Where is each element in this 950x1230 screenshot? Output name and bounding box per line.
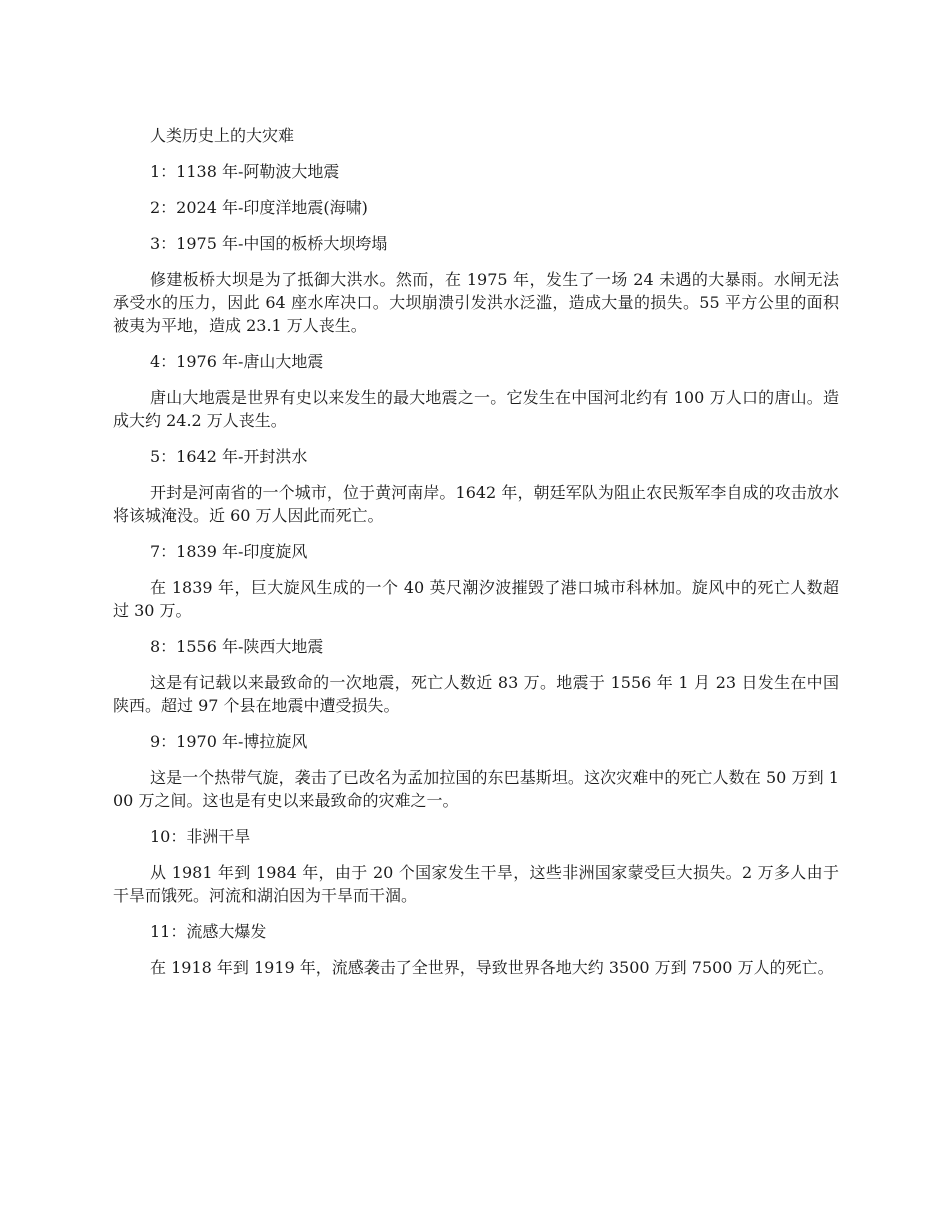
section-heading: 11：流感大爆发 xyxy=(150,922,267,941)
section-heading: 8：1556 年-陕西大地震 xyxy=(150,637,324,656)
section-heading: 7：1839 年-印度旋风 xyxy=(150,542,308,561)
document-title: 人类历史上的大灾难 xyxy=(150,126,295,145)
paragraph: 从 1981 年到 1984 年，由于 20 个国家发生干旱，这些非洲国家蒙受巨大损失。2 万多人由于干旱而饿死。河流和湖泊因为干旱而干涸。 xyxy=(113,863,839,905)
paragraph: 这是一个热带气旋，袭击了已改名为孟加拉国的东巴基斯坦。这次灾难中的死亡人数在 50 万到 100 万之间。这也是有史以来最致命的灾难之一。 xyxy=(113,768,839,810)
section-heading: 5：1642 年-开封洪水 xyxy=(150,447,308,466)
section-heading: 1：1138 年-阿勒波大地震 xyxy=(150,162,340,181)
paragraph: 唐山大地震是世界有史以来发生的最大地震之一。它发生在中国河北约有 100 万人口的唐山。造成大约 24.2 万人丧生。 xyxy=(113,388,839,430)
section-heading: 4：1976 年-唐山大地震 xyxy=(150,352,324,371)
paragraph: 开封是河南省的一个城市，位于黄河南岸。1642 年，朝廷军队为阻止农民叛军李自成的攻击放水将该城淹没。近 60 万人因此而死亡。 xyxy=(113,483,839,525)
paragraph: 这是有记载以来最致命的一次地震，死亡人数近 83 万。地震于 1556 年 1 月 23 日发生在中国陕西。超过 97 个县在地震中遭受损失。 xyxy=(113,673,839,715)
section-heading: 2：2024 年-印度洋地震(海啸) xyxy=(150,198,368,217)
document-page xyxy=(113,124,839,992)
section-heading: 10：非洲干旱 xyxy=(150,827,251,846)
section-heading: 3：1975 年-中国的板桥大坝垮塌 xyxy=(150,234,388,253)
paragraph: 在 1839 年，巨大旋风生成的一个 40 英尺潮汐波摧毁了港口城市科林加。旋风中的死亡人数超过 30 万。 xyxy=(113,578,839,620)
paragraph: 在 1918 年到 1919 年，流感袭击了全世界，导致世界各地大约 3500 万到 7500 万人的死亡。 xyxy=(150,958,834,977)
paragraph: 修建板桥大坝是为了抵御大洪水。然而，在 1975 年，发生了一场 24 未遇的大暴雨。水闸无法承受水的压力，因此 64 座水库决口。大坝崩溃引发洪水泛滥，造成大量的损失。55 平方公里的面积被夷为平地，造成 23.1 万人丧生。 xyxy=(113,270,839,335)
section-heading: 9：1970 年-博拉旋风 xyxy=(150,732,308,751)
